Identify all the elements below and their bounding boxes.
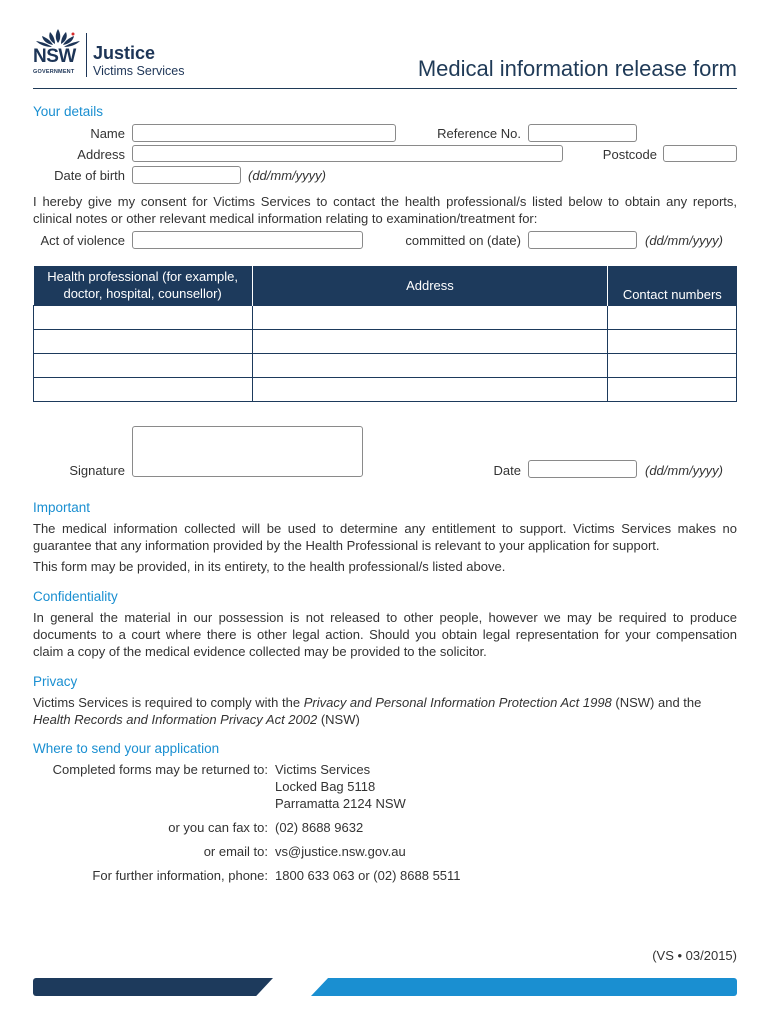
logo-victims-services-text: Victims Services [93,64,185,78]
contact-numbers-cell[interactable] [608,329,737,353]
email-label: or email to: [203,844,268,859]
contact-numbers-cell[interactable] [608,377,737,401]
privacy-heading: Privacy [33,674,78,689]
health-professional-cell[interactable] [34,353,253,377]
signature-date-field[interactable] [528,460,637,478]
logo-nsw-text: NSW [33,46,76,67]
privacy-text [33,694,737,728]
address-line-2: Locked Bag 5118 [275,779,376,794]
page-title: Medical information release form [417,56,737,81]
postcode-label: Postcode [602,147,657,162]
address-cell[interactable] [252,377,607,401]
privacy-text-a: Victims Services is required to comply with the [33,695,304,710]
contact-numbers-cell[interactable] [608,305,737,329]
act-of-violence-label: Act of violence [40,233,125,248]
postcode-field[interactable] [663,145,737,162]
address-line-3: Parramatta 2124 NSW [275,796,406,811]
privacy-text-b: (NSW) and the [611,695,702,710]
logo-justice-text: Justice [93,43,156,63]
reference-label: Reference No. [437,126,521,141]
title-divider [33,88,737,89]
table-header-row [34,266,737,305]
signature-date-label: Date [493,463,521,478]
health-records-act-title: Health Records and Information Privacy Act 2002 [33,712,318,727]
signature-label: Signature [69,463,125,478]
footer-bar-blue [311,978,737,996]
committed-on-label: committed on (date) [405,233,521,248]
address-header: Address [252,266,607,305]
table-row [34,377,737,401]
privacy-text-c: (NSW) [317,712,360,727]
committed-on-field[interactable] [528,231,637,249]
table-row [34,305,737,329]
committed-date-format-hint: (dd/mm/yyyy) [645,233,723,248]
your-details-heading: Your details [33,104,104,119]
important-text: The medical information collected will be used to determine any entitlement to support. Victims Services makes no guarantee that any information provided by the Health Professional is relevant to your application for support. [33,521,737,553]
footer-bar-navy [33,978,273,996]
dob-label: Date of birth [54,168,125,183]
address-line-1: Victims Services [275,762,371,777]
privacy-act-title: Privacy and Personal Information Protection Act 1998 [303,695,612,710]
dob-field[interactable] [132,166,241,184]
consent-text: I hereby give my consent for Victims Services to contact the health professional/s listed below to obtain any reports, clinical notes or other relevant medical information relating to examination/treatment for: [33,194,737,226]
contact-numbers-header: Contact numbers [608,266,737,305]
fax-value: (02) 8688 9632 [275,820,364,835]
address-cell[interactable] [252,329,607,353]
fax-label: or you can fax to: [168,820,268,835]
address-cell[interactable] [252,353,607,377]
reference-field[interactable] [528,124,637,142]
contact-numbers-cell[interactable] [608,353,737,377]
returned-to-label: Completed forms may be returned to: [52,762,268,777]
health-professional-cell[interactable] [34,305,253,329]
health-professional-cell[interactable] [34,329,253,353]
signature-field[interactable] [132,426,363,477]
name-label: Name [90,126,125,141]
confidentiality-text: In general the material in our possession is not released to other people, however we may be required to produce documents to a court where there is other legal action. Should you obtain legal representation for your compensation claim a copy of the medical evidence collected may be provided to the solicitor. [33,610,737,659]
logo-government-text: GOVERNMENT [33,69,75,75]
act-of-violence-field[interactable] [132,231,363,249]
address-field[interactable] [132,145,563,162]
email-value[interactable]: vs@justice.nsw.gov.au [275,844,406,859]
important-text-2: This form may be provided, in its entirety, to the health professional/s listed above. [33,559,506,574]
important-heading: Important [33,500,91,515]
address-label: Address [77,147,125,162]
phone-label: For further information, phone: [92,868,268,883]
confidentiality-heading: Confidentiality [33,589,118,604]
signature-date-format-hint: (dd/mm/yyyy) [645,463,723,478]
health-professional-cell[interactable] [34,377,253,401]
name-field[interactable] [132,124,396,142]
logo-divider [86,33,87,77]
form-code: (VS • 03/2015) [652,948,737,963]
phone-value: 1800 633 063 or (02) 8688 5511 [275,868,461,883]
address-cell[interactable] [252,305,607,329]
table-row [34,353,737,377]
health-professional-table [33,266,737,402]
send-heading: Where to send your application [33,741,220,756]
health-professional-header: Health professional (for example, doctor, hospital, counsellor) [34,266,253,305]
table-row [34,329,737,353]
dob-format-hint: (dd/mm/yyyy) [248,168,326,183]
